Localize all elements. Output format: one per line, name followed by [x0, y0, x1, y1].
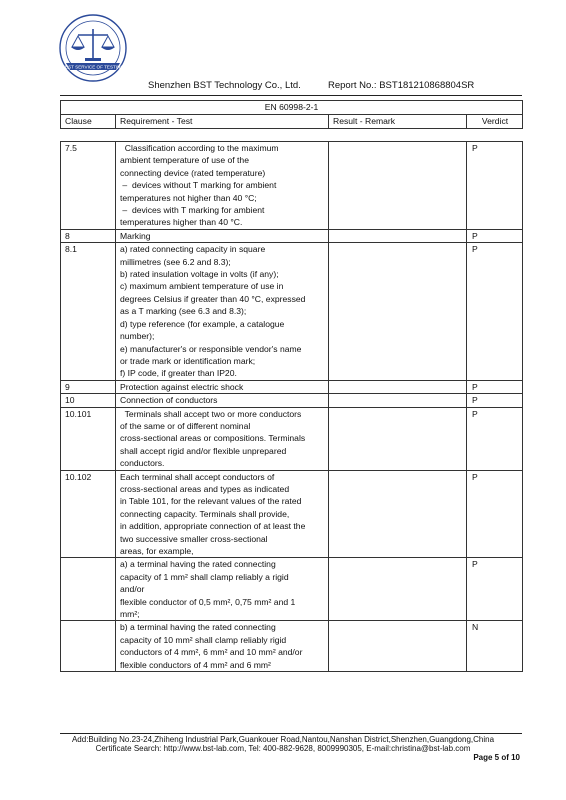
verdict-cell: P: [467, 407, 523, 470]
requirement-line: conductors of 4 mm², 6 mm² and 10 mm² and/or: [120, 647, 303, 658]
requirement-line: – devices without T marking for ambient: [120, 180, 277, 191]
clause-cell: [61, 621, 116, 672]
verdict-cell: P: [467, 394, 523, 407]
requirement-line: flexible conductor of 0,5 mm², 0,75 mm² and 1: [120, 596, 296, 607]
company-name: Shenzhen BST Technology Co., Ltd.: [148, 80, 301, 91]
table-row: [61, 470, 523, 558]
requirement-line: degrees Celsius if greater than 40 °C, expressed: [120, 293, 306, 304]
clause-cell: 10.101: [61, 407, 116, 470]
requirement-line: and/or: [120, 584, 145, 595]
requirement-line: ambient temperature of use of the: [120, 155, 249, 166]
table-header: [60, 100, 523, 129]
requirement-line: in addition, appropriate connection of at least the: [120, 521, 306, 532]
requirement-line: a) rated connecting capacity in square: [120, 244, 266, 255]
requirement-cell: [116, 558, 329, 621]
clause-cell: 10.102: [61, 470, 116, 558]
requirement-line: connecting capacity. Terminals shall provide,: [120, 508, 290, 519]
column-header-clause: Clause: [61, 115, 116, 129]
verdict-cell: N: [467, 621, 523, 672]
requirement-line: or trade mark or identification mark;: [120, 355, 256, 366]
requirement-line: d) type reference (for example, a catalogue: [120, 318, 285, 329]
requirement-line: Classification according to the maximum: [120, 143, 279, 153]
result-cell: [329, 380, 467, 393]
requirement-cell: [116, 380, 329, 393]
table-row: [61, 407, 523, 470]
column-header-result: Result - Remark: [329, 115, 467, 129]
table-row: [61, 621, 523, 672]
clause-cell: 8.1: [61, 243, 116, 380]
column-header-verdict: Verdict: [467, 115, 523, 129]
clause-cell: 10: [61, 394, 116, 407]
result-cell: [329, 394, 467, 407]
requirement-line: mm²;: [120, 609, 140, 620]
result-cell: [329, 229, 467, 242]
requirement-line: flexible conductors of 4 mm² and 6 mm²: [120, 659, 271, 670]
result-cell: [329, 621, 467, 672]
requirement-cell: [116, 470, 329, 558]
verdict-cell: P: [467, 558, 523, 621]
footer-contact: Certificate Search: http://www.bst-lab.com, Tel: 400-882-9628, 8009990305, E-mail:christina@bst-lab.com: [95, 744, 471, 753]
requirement-line: conductors.: [120, 458, 165, 469]
requirement-line: b) rated insulation voltage in volts (if any);: [120, 269, 279, 280]
requirement-line: two successive smaller cross-sectional: [120, 533, 268, 544]
verdict-cell: P: [467, 142, 523, 230]
table-row: [61, 142, 523, 230]
clause-cell: 9: [61, 380, 116, 393]
logo-ribbon-text: BEST SERVICE OF TESTING: [61, 64, 125, 70]
requirement-line: Terminals shall accept two or more conductors: [120, 408, 302, 419]
requirement-line: c) maximum ambient temperature of use in: [120, 281, 284, 292]
table-row: [61, 243, 523, 380]
requirement-line: temperatures not higher than 40 °C;: [120, 192, 257, 203]
header-rule: [60, 95, 522, 96]
result-cell: [329, 558, 467, 621]
requirement-line: connecting device (rated temperature): [120, 167, 266, 178]
requirement-line: as a T marking (see 6.3 and 8.3);: [120, 306, 247, 317]
table-row: [61, 394, 523, 407]
requirement-line: capacity of 1 mm² shall clamp reliably a rigid: [120, 571, 289, 582]
requirement-line: Marking: [120, 230, 151, 241]
requirement-cell: [116, 621, 329, 672]
requirement-line: – devices with T marking for ambient: [120, 205, 265, 216]
requirement-line: Each terminal shall accept conductors of: [120, 471, 275, 482]
standard-title: EN 60998-2-1: [61, 101, 523, 115]
requirement-line: a) a terminal having the rated connecting: [120, 559, 276, 570]
footer-rule: [60, 733, 522, 734]
verdict-cell: P: [467, 229, 523, 242]
requirement-line: cross-sectional areas and types as indicated: [120, 483, 290, 494]
requirement-cell: [116, 394, 329, 407]
clause-cell: 8: [61, 229, 116, 242]
page-number: Page 5 of 10: [473, 753, 520, 762]
requirement-line: areas, for example,: [120, 546, 194, 556]
requirement-line: Protection against electric shock: [120, 381, 244, 392]
requirement-line: millimetres (see 6.2 and 8.3);: [120, 256, 231, 267]
company-seal-logo: [58, 13, 128, 83]
requirement-cell: [116, 407, 329, 470]
requirement-line: number);: [120, 331, 155, 342]
report-number: Report No.: BST181210868804SR: [328, 80, 475, 91]
clause-cell: 7.5: [61, 142, 116, 230]
test-results-table: [60, 141, 523, 672]
table-row: [61, 380, 523, 393]
result-cell: [329, 142, 467, 230]
table-row: [61, 558, 523, 621]
requirement-line: in Table 101, for the relevant values of the rated: [120, 496, 302, 507]
footer-address: Add:Building No.23-24,Zhiheng Industrial Park,Guankouer Road,Nantou,Nanshan District,Shenzhen,Guangdong,China: [71, 735, 495, 744]
result-cell: [329, 407, 467, 470]
requirement-cell: [116, 142, 329, 230]
requirement-line: capacity of 10 mm² shall clamp reliably rigid: [120, 634, 287, 645]
requirement-line: shall accept rigid and/or flexible unprepared: [120, 445, 287, 456]
verdict-cell: P: [467, 380, 523, 393]
requirement-line: f) IP code, if greater than IP20.: [120, 368, 237, 379]
requirement-cell: [116, 243, 329, 380]
requirement-line: b) a terminal having the rated connecting: [120, 622, 276, 633]
column-header-requirement: Requirement - Test: [116, 115, 329, 129]
requirement-cell: [116, 229, 329, 242]
result-cell: [329, 243, 467, 380]
verdict-cell: P: [467, 470, 523, 558]
requirement-line: cross-sectional areas or compositions. Terminals: [120, 433, 306, 444]
requirement-line: e) manufacturer's or responsible vendor's name: [120, 343, 302, 354]
requirement-line: temperatures higher than 40 °C.: [120, 217, 243, 228]
clause-cell: [61, 558, 116, 621]
requirement-line: Connection of conductors: [120, 395, 218, 406]
requirement-line: of the same or of different nominal: [120, 420, 251, 431]
table-row: [61, 229, 523, 242]
result-cell: [329, 470, 467, 558]
verdict-cell: P: [467, 243, 523, 380]
